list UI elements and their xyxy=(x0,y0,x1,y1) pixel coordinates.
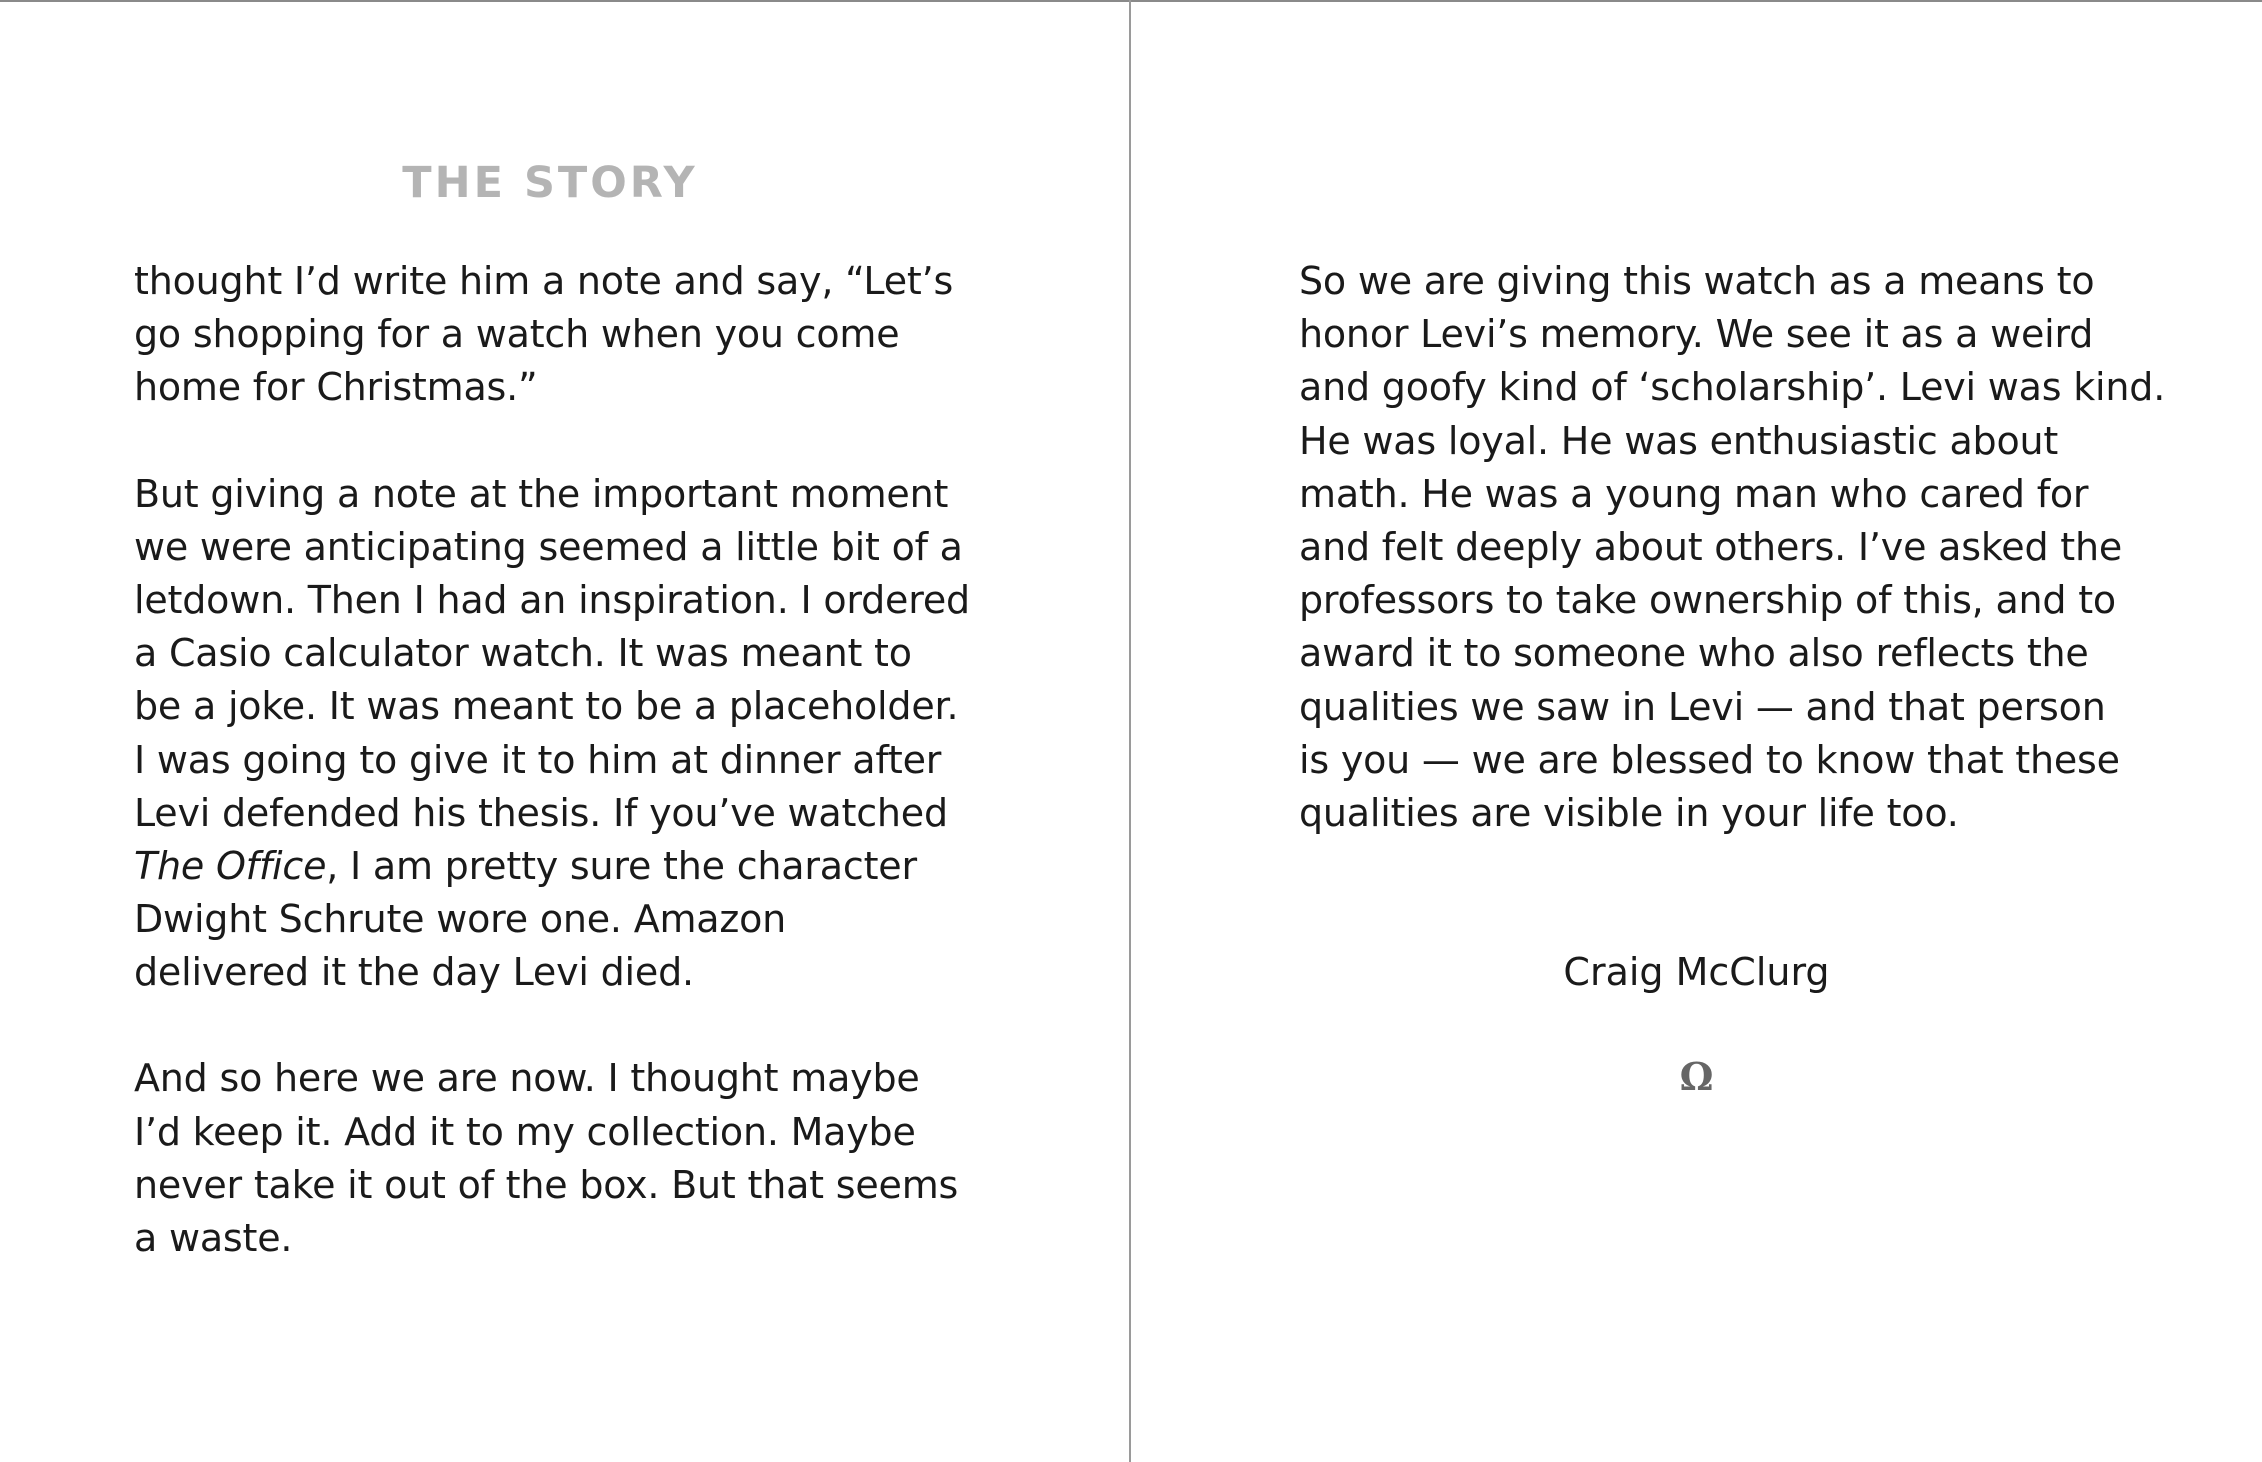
author-signature: Craig McClurg xyxy=(1563,950,1830,994)
right-page xyxy=(1131,0,2262,1462)
left-page xyxy=(0,0,1129,1462)
text-line: math. He was a young man who cared for xyxy=(1299,471,2089,516)
text-line: He was loyal. He was enthusiastic about xyxy=(1299,418,2059,463)
text-line: But giving a note at the important moment xyxy=(134,471,949,516)
text-line: letdown. Then I had an inspiration. I ordered xyxy=(134,577,970,622)
text-line: never take it out of the box. But that seems xyxy=(134,1162,959,1207)
text-line: I’d keep it. Add it to my collection. Maybe xyxy=(134,1109,916,1154)
right-body-text xyxy=(1299,255,2165,840)
running-head: THE STORY xyxy=(402,158,698,208)
paragraph-1 xyxy=(134,255,970,415)
text-line: a waste. xyxy=(134,1216,293,1260)
text-line: and felt deeply about others. I’ve asked the xyxy=(1299,524,2123,569)
paragraph-2 xyxy=(134,468,970,1000)
text-line: professors to take ownership of this, and to xyxy=(1299,578,2116,623)
paragraph-gap xyxy=(134,999,970,1052)
text-line: a Casio calculator watch. It was meant to xyxy=(134,631,912,676)
text-line: I was going to give it to him at dinner after xyxy=(134,737,942,782)
paragraph-gap xyxy=(134,415,970,468)
text-line: So we are giving this watch as a means to xyxy=(1299,259,2095,303)
omega-ornament-icon: Ω xyxy=(1679,1054,1714,1099)
text-line: we were anticipating seemed a little bit of a xyxy=(134,524,963,569)
text-line: delivered it the day Levi died. xyxy=(134,950,694,995)
text-line: go shopping for a watch when you come xyxy=(134,312,900,357)
text-line: Levi defended his thesis. If you’ve watched xyxy=(134,790,948,835)
text-line: home for Christmas.” xyxy=(134,365,538,410)
text-line: qualities we saw in Levi — and that person xyxy=(1299,684,2106,729)
text-line: and goofy kind of ‘scholarship’. Levi was kind. xyxy=(1299,365,2166,410)
text-line-rest: , I am pretty sure the character xyxy=(326,843,917,888)
text-line: thought I’d write him a note and say, “Let’s xyxy=(134,259,954,303)
text-line: be a joke. It was meant to be a placeholder. xyxy=(134,684,959,729)
text-line-with-title xyxy=(134,840,970,893)
text-line: Dwight Schrute wore one. Amazon xyxy=(134,897,787,942)
text-line: honor Levi’s memory. We see it as a weird xyxy=(1299,312,2094,357)
text-line: award it to someone who also reflects the xyxy=(1299,631,2089,676)
text-line: And so here we are now. I thought maybe xyxy=(134,1056,920,1101)
paragraph-3 xyxy=(134,1052,970,1265)
italic-title: The Office xyxy=(134,843,327,888)
left-body-text xyxy=(134,255,970,1265)
text-line: qualities are visible in your life too. xyxy=(1299,790,1959,835)
text-line: is you — we are blessed to know that these xyxy=(1299,737,2120,782)
